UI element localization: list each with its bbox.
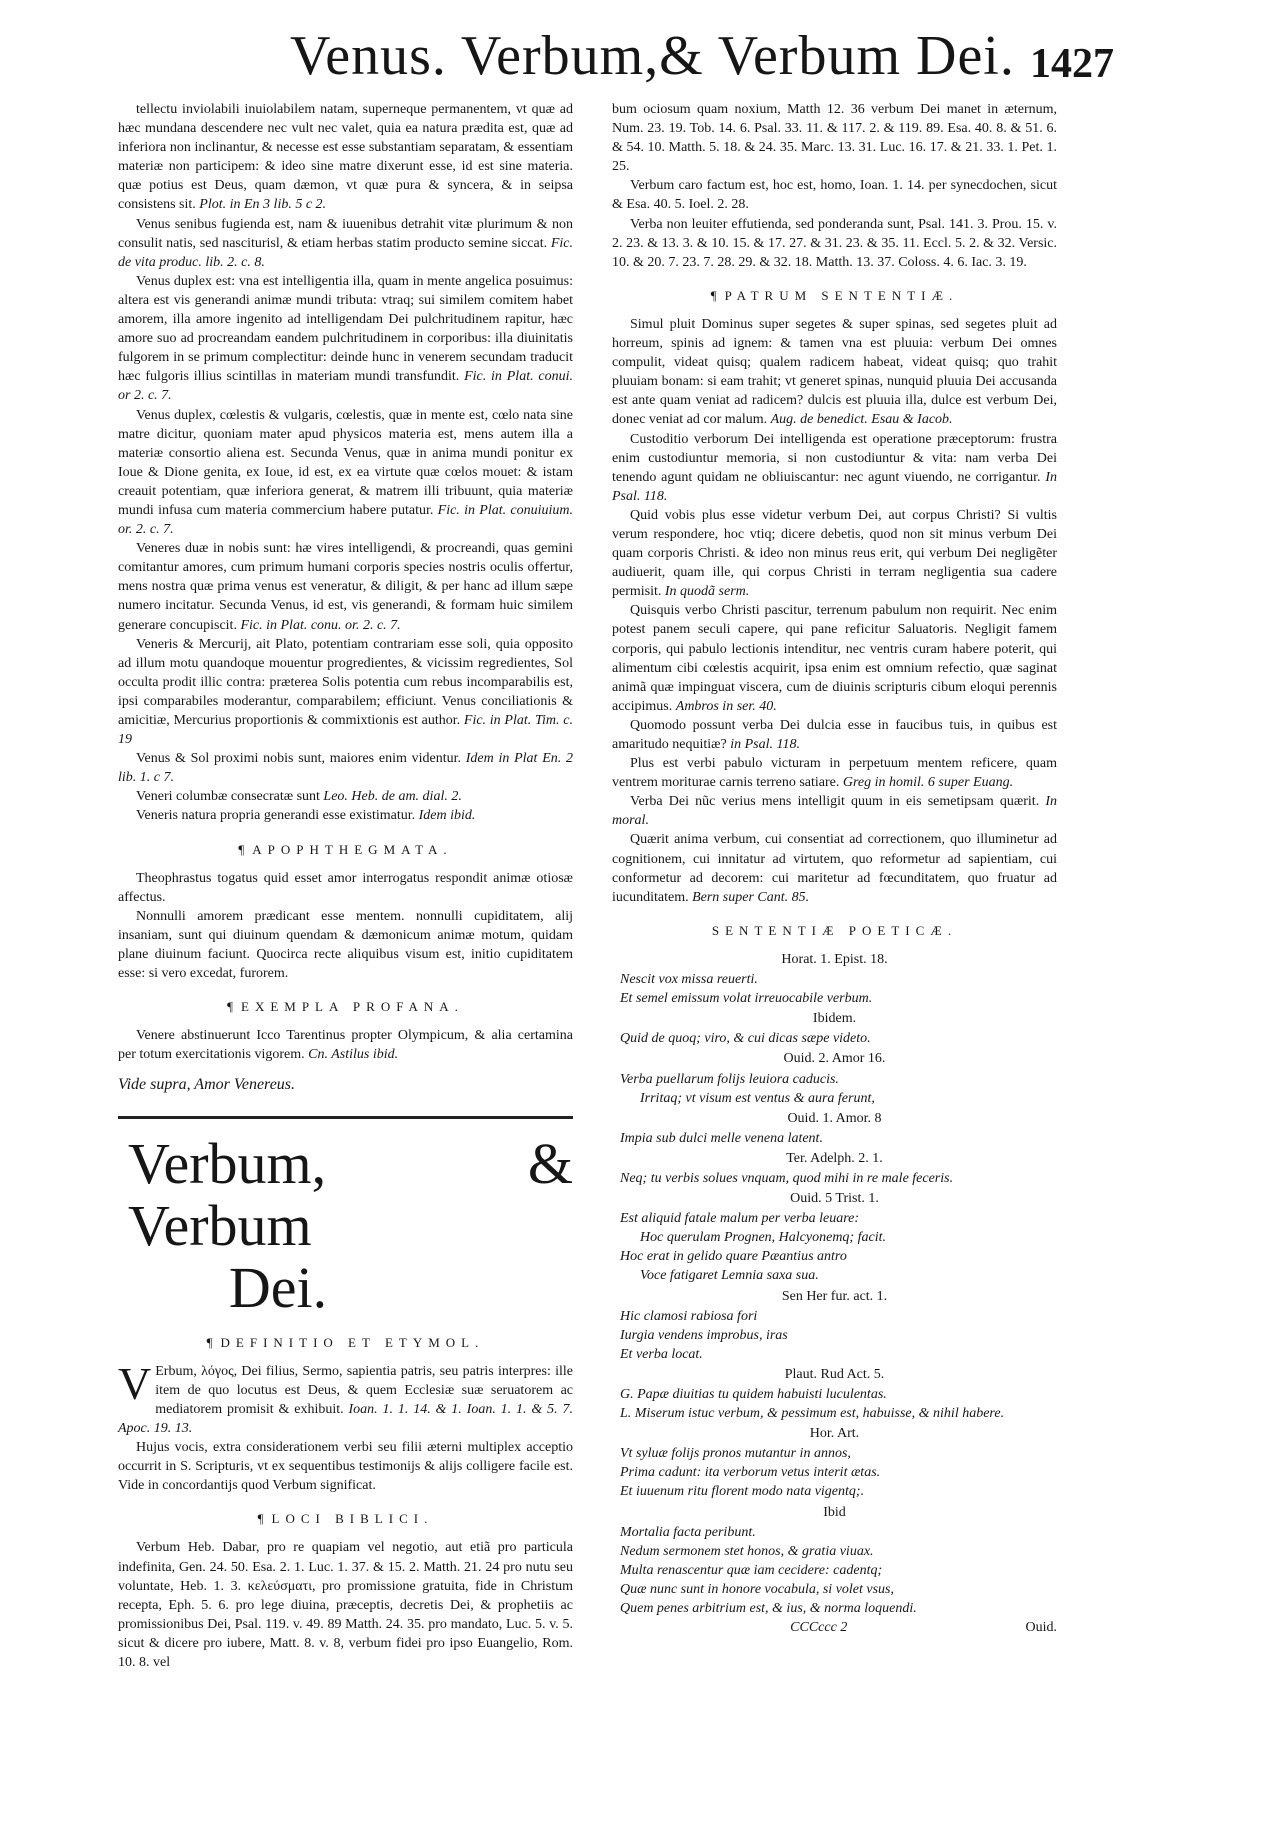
citation: In moral. <box>612 794 1057 829</box>
section-title-line-2: Dei. <box>228 1254 328 1320</box>
paragraph <box>612 506 1057 601</box>
citation: Bern super Cant. 85. <box>692 889 810 905</box>
poetic-source: Ibidem. <box>812 1011 857 1027</box>
poetic-source: Sen Her fur. act. 1. <box>781 1288 888 1304</box>
poetic-source: Horat. 1. Epist. 18. <box>781 951 888 967</box>
paragraph-text: Verbum caro factum est, hoc est, homo, Ioan. 1. 14. per synecdochen, sicut & Esa. 40. 5. Ioel. 2. 28. <box>612 178 1057 213</box>
paragraph-text: Custoditio verborum Dei intelligenda est operatione præceptorum: frustra enim custodiuntur memoria, si non custodiuntur & vita: nam verba Dei tenendo agunt quidam ne obliuiscantur: nec agunt viuendo, ne corrigantur. <box>612 431 1057 485</box>
poetic-verse: Voce fatigaret Lemnia saxa sua. <box>640 1268 819 1284</box>
section-heading-apophthegmata: ¶ APOPHTHEGMATA. <box>238 841 453 857</box>
right-column <box>612 100 1057 1637</box>
citation: Ioan. 1. 1. 14. & 1. Ioan. 1. 1. & 5. 7. Apoc. 19. 13. <box>118 1401 573 1436</box>
pilcrow-icon: ¶ <box>257 1511 264 1527</box>
paragraph-text: Venus & Sol proximi nobis sunt, maiores enim videntur. <box>136 751 461 767</box>
section-divider <box>118 1116 573 1119</box>
poetic-verse: G. Papæ diuitias tu quidem habuisti luculentas. <box>620 1387 887 1402</box>
venus-paragraphs <box>118 100 573 826</box>
paragraph <box>118 1438 573 1495</box>
paragraph <box>612 792 1057 830</box>
pilcrow-icon: ¶ <box>206 1334 213 1350</box>
paragraph-text: Venus senibus fugienda est, nam & iuuenibus detrahit vitæ plurimum & non consulit natis, sed nasciturisl, & etiam herbas statim producto semine siccat. <box>118 216 573 251</box>
poetic-verse: Nedum sermonem stet honos, & gratia viuax. <box>620 1543 874 1559</box>
paragraph <box>118 272 573 406</box>
poetic-verse: Iurgia vendens improbus, iras <box>620 1327 788 1343</box>
paragraph <box>118 1538 573 1672</box>
poetic-verse: L. Miserum istuc verbum, & pessimum est, habuisse, & nihil habere. <box>620 1406 1005 1422</box>
paragraph-text: Quisquis verbo Christi pascitur, terrenum pabulum non requirit. Nec enim potest panem seculi capere, qui pane reficitur Saluatoris. Negligit famem corporis, qui pabulo lectionis intenditur, nec ventris curam habere poterit, qui alimentum cibi cœlestis acquirit, ipsa enim est omnium refectio, quæ saginat animã quæ impinguat viscera, cum de diuinis scripturis cibum eloqui perennis accipimus. <box>612 603 1057 714</box>
section-heading-patrum: ¶ PATRUM SENTENTIÆ. <box>710 287 959 303</box>
poetic-verse: Prima cadunt: ita verborum vetus interit ætas. <box>620 1465 881 1481</box>
citation: in Psal. 118. <box>730 737 800 752</box>
section-title <box>128 1130 573 1320</box>
poetic-verse: Et semel emissum volat irreuocabile verbum. <box>620 991 873 1007</box>
exempla-paragraphs <box>118 1026 573 1064</box>
paragraph-text: Venere abstinuerunt Icco Tarentinus propter Olympicum, & alia certamina per totum exercitationis vigorem. <box>118 1028 573 1063</box>
section-heading-definitio: ¶ DEFINITIO ET ETYMOL. <box>206 1334 485 1350</box>
paragraph <box>118 215 573 272</box>
paragraph-text: bum ociosum quam noxium, Matth 12. 36 verbum Dei manet in æternum, Num. 23. 19. Tob. 14. 6. Psal. 33. 11. & 117. 2. & 119. 89. Esa. 40. 8. & 51. 6. & 54. 10. Matth. 5. 18. & 24. 35. Marc. 13. 31. Luc. 16. 17. & 21. 33. 1. Pet. 1. 25. <box>612 102 1057 175</box>
citation: Idem ibid. <box>418 808 476 824</box>
paragraph <box>118 1026 573 1064</box>
poetic-source: Ouid. 2. Amor 16. <box>783 1051 886 1067</box>
citation: Greg in homil. 6 super Euang. <box>842 775 1014 791</box>
citation: Ambros in ser. 40. <box>675 698 777 714</box>
poetic-verse: Quæ nunc sunt in honore vocabula, si volet vsus, <box>620 1581 895 1597</box>
paragraph <box>118 806 573 825</box>
paragraph-text: Quærit anima verbum, cui consentiat ad correctionem, quo illuminetur ad cognitionem, cui innitatur ad virtutem, quo reformetur ad sapientiam, cui conformetur ad decorem: cui maritetur ad fœcunditatem, quo fruatur ad iucunditatem. <box>612 832 1057 905</box>
section-heading-loci: ¶ LOCI BIBLICI. <box>257 1511 434 1527</box>
paragraph <box>118 787 573 806</box>
paragraph <box>612 601 1057 716</box>
pilcrow-icon: ¶ <box>710 287 717 303</box>
citation: Fic. in Plat. conui. or 2. c. 7. <box>118 369 573 404</box>
poetic-verse: Hic clamosi rabiosa fori <box>620 1308 758 1324</box>
paragraph-text: Plus est verbi pabulo victuram in perpetuum mentem reficere, quam ventrem moriturae carnis terreno satiare. <box>612 756 1057 791</box>
poetic-verse: Mortalia facta peribunt. <box>620 1524 756 1540</box>
poetic-verse: Vt syluæ folijs pronos mutantur in annos, <box>620 1446 851 1462</box>
cross-reference: Vide supra, Amor Venereus. <box>118 1075 296 1093</box>
paragraph <box>612 315 1057 430</box>
paragraph-text: Hujus vocis, extra considerationem verbi seu filii æterni multiplex acceptio occurrit in S. Scripturis, vt ex sequentibus testimonijs & alijs colligere facile est. Vide in concordantijs quod Verbum significat. <box>118 1440 573 1494</box>
paragraph <box>612 430 1057 506</box>
poetic-verse: Est aliquid fatale malum per verba leuare: <box>620 1211 859 1227</box>
poetic-source: Ouid. 1. Amor. 8 <box>787 1110 882 1126</box>
catchword-line <box>612 1618 1057 1637</box>
citation: Fic. in Plat. conu. or. 2. c. 7. <box>240 617 401 633</box>
poetic-verse: Neq; tu verbis solues vnquam, quod mihi in re male feceris. <box>620 1170 954 1186</box>
paragraph-text: Quomodo possunt verba Dei dulcia esse in faucibus tuis, in quibus est amaritudo nequitiæ? <box>612 717 1057 752</box>
paragraph <box>118 635 573 750</box>
catchword: Ouid. <box>1025 1620 1057 1636</box>
paragraph-text: Veneris natura propria generandi esse existimatur. <box>136 808 416 824</box>
poetic-verse: Et iuuenum ritu florent modo nata vigentq;. <box>620 1484 865 1500</box>
citation: In quodã serm. <box>664 584 750 600</box>
paragraph <box>612 100 1057 176</box>
section-heading-poetic: SENTENTIÆ POETICÆ. <box>711 922 958 938</box>
section-heading-exempla: ¶ EXEMPLA PROFANA. <box>227 999 464 1015</box>
paragraph-text: Erbum, λόγος, Dei filius, Sermo, sapientia patris, seu patris interpres: ille item de quo locutus est Deus, & quem Ecclesiæ suæ seruatorem ac mediatorem promisit & exhibuit. <box>155 1363 573 1417</box>
definitio-paragraphs <box>118 1357 573 1496</box>
patrum-paragraphs <box>612 315 1057 907</box>
loci-paragraphs <box>118 1538 573 1672</box>
paragraph-text: Verba non leuiter effutienda, sed ponderanda sunt, Psal. 141. 3. Prou. 15. v. 2. 23. & 13. 3. & 10. 15. & 17. 27. & 31. 23. & 35. 11. Eccl. 5. 2. & 32. Versic. 10. & 20. 7. 23. 7. 28. 29. & 32. 18. Matth. 13. 37. Coloss. 4. 6. Iac. 3. 19. <box>612 216 1057 270</box>
poetic-source: Ibid <box>823 1504 846 1520</box>
apophthegmata-paragraphs <box>118 869 573 984</box>
citation: Cn. Astilus ibid. <box>308 1047 399 1063</box>
poetic-source: Plaut. Rud Act. 5. <box>784 1366 885 1382</box>
citation: Aug. de benedict. Esau & Iacob. <box>770 412 953 428</box>
paragraph <box>118 406 573 540</box>
poetic-verse: Verba puellarum folijs leuiora caducis. <box>620 1071 839 1087</box>
paragraph <box>118 749 573 787</box>
poetic-source: Ouid. 5 Trist. 1. <box>790 1191 879 1207</box>
paragraph-text: Theophrastus togatus quid esset amor interrogatus respondit animæ otiosæ affectus. <box>118 870 573 905</box>
paragraph-text: tellectu inviolabili inuiolabilem natam, superneque permanentem, vt quæ ad hæc mundana descendere nec vult nec valet, quia ea natura prædita est, quæ ad inferiora non inclinantur, & necesse est esse substantiam separatam, & essentiam materiæ non participem: & ideo sine matre dixerunt esse, id est sine materia. quæ potius est Deus, quam dæmon, vt quæ pura & syncera, & in seipsa consistens sit. <box>118 102 573 213</box>
biblical-paragraphs <box>612 100 1057 272</box>
poetic-verse: Multa renascentur quæ iam cecidere: cadentq; <box>620 1562 883 1578</box>
poetic-verse: Nescit vox missa reuerti. <box>620 972 758 988</box>
poetic-verse: Irritaq; vt visum est ventus & aura ferunt, <box>640 1090 875 1106</box>
poetic-verse: Quid de quoq; viro, & cui dicas sæpe videto. <box>620 1031 871 1047</box>
poetic-verse: Impia sub dulci melle venena latent. <box>620 1130 823 1146</box>
pilcrow-icon: ¶ <box>238 841 245 857</box>
poetic-source: Ter. Adelph. 2. 1. <box>786 1150 883 1166</box>
paragraph <box>612 754 1057 792</box>
poetic-source: Hor. Art. <box>809 1426 860 1442</box>
paragraph-text: Venus duplex, cœlestis & vulgaris, cœlestis, quæ in mente est, cœlo nata sine matre dicitur, quoniam mater apud physicos materia est, mens autem illa a materiæ consortio aliena est. Secunda Venus, quæ in anima mundi ponitur ex Ioue & Dione genita, ex Ioue, id est, ex ea virtute quæ cœlos mouet: & istam creauit potentiam, quæ inferiora generat, & matrem illi tribuunt, quia materiæ mundi infusa cum materia commercium habere putatur. <box>118 407 573 518</box>
citation: Idem in Plat En. 2 lib. 1. c 7. <box>118 751 573 786</box>
drop-cap: V <box>118 1357 152 1409</box>
citation: Fic. de vita produc. lib. 2. c. 8. <box>118 235 574 270</box>
section-title-line-1: Verbum, & Verbum <box>128 1130 573 1258</box>
poetic-verse: Quem penes arbitrium est, & ius, & norma loquendi. <box>620 1601 917 1617</box>
paragraph <box>118 1357 573 1438</box>
paragraph-text: Veneri columbæ consecratæ sunt <box>136 789 320 805</box>
left-column <box>118 100 573 1672</box>
paragraph <box>118 907 573 983</box>
citation: Plot. in En 3 lib. 5 c 2. <box>199 197 327 213</box>
poetic-verse: Hoc erat in gelido quare Pæantius antro <box>620 1249 847 1265</box>
paragraph <box>612 716 1057 754</box>
paragraph <box>118 100 573 215</box>
citation: Leo. Heb. de am. dial. 2. <box>323 789 462 805</box>
paragraph-text: Simul pluit Dominus super segetes & super spinas, sed segetes pluit ad horreum, spinis ad ignem: & tamen vna est pluuia: verbum Dei omnes compulit, videat quisq; qualem radicem habeat, videat quisq; quo trahit pluuiam bonam: si eam trahit; vt generet spinas, nunquid pluuia Dei accusanda est ante quam veniat ad radicem? dulcis est pluuia illa, dulce est verbum Dei, donec veniat ad cor malum. <box>612 316 1057 428</box>
paragraph-text: Quid vobis plus esse videtur verbum Dei, aut corpus Christi? Si vultis verum respondere, hoc vtiq; dicere debetis, quod non sit minus verbum Dei quam corporis Christi. & ideo non minus reus erit, qui verbum Dei negligẽter audiuerit, quam ille, qui corpus Christi in terram negligentia sua cadere permisit. <box>612 507 1057 600</box>
poetic-verse: Et verba locat. <box>620 1346 703 1362</box>
signature-mark: CCCccc 2 <box>790 1620 848 1636</box>
paragraph <box>612 215 1057 272</box>
poetic-sentences <box>612 950 1057 1618</box>
page-number: 1427 <box>1030 41 1114 87</box>
citation: Fic. in Plat. conuiuium. or. 2. c. 7. <box>118 502 574 538</box>
paragraph-text: Verba Dei nũc verius mens intelligit quum in eis semetipsam quærit. <box>630 794 1040 810</box>
paragraph <box>612 176 1057 214</box>
running-head: Venus. Verbum,& Verbum Dei. <box>290 25 1015 87</box>
paragraph-text: Veneres duæ in nobis sunt: hæ vires intelligendi, & procreandi, quas gemini comitantur amores, cum primum humani corporis species nostris oculis offertur, mens nostra quæ prima venus est veneratur, & diligit, & per hanc ad illum sæpe numero incitatur. Secunda Venus, id est, vis generandi, & formam huic similem generare concupiscit. <box>118 541 573 633</box>
paragraph <box>612 830 1057 906</box>
definitio-block <box>118 1357 573 1496</box>
poetic-verse: Hoc querulam Prognen, Halcyonemq; facit. <box>640 1230 886 1246</box>
paragraph-text: Nonnulli amorem prædicant esse mentem. nonnulli cupiditatem, alij insaniam, sunt qui diuinum quendam & dæmonicum animæ motum, quidam plane diuinum faciunt. Quocirca recte aliquibus visum est, initio cupiditatem esse: si vero excedat, furorem. <box>118 908 573 982</box>
paragraph-text: Veneris & Mercurij, ait Plato, potentiam contrariam esse soli, quia opposito ad illum motu quandoque mouentur progredientes, & vicissim regredientes, Sol occulta prodit illic contra: præterea Solis potentia cum rebus incomparabilis est, ipsi comparabiles moderantur, comparabilem; efficiunt. Venus conciliationis & amicitiæ, Mercurius proportionis & commixtionis est author. <box>118 636 573 728</box>
paragraph-text: Verbum Heb. Dabar, pro re quapiam vel negotio, aut etiã pro particula indefinita, Gen. 24. 50. Esa. 2. 1. Luc. 1. 37. & 15. 2. Matth. 21. 24 pro nutu seu voluntate, Heb. 1. 3. κελεύσματι, pro promissione gratuita, fide in Christum recepta, Eph. 5. 6. pro lege diuina, præceptis, decretis Dei, & prophetiis ac promissionibus Dei, Psal. 119. v. 49. 89 Matth. 24. 35. pro mandato, Luc. 5. v. 5. sicut & dicere pro iubere, Matt. 8. v. 8, verbum fidei pro ipso Euangelio, Rom. 10. 8. vel <box>118 1540 573 1670</box>
pilcrow-icon: ¶ <box>227 999 233 1015</box>
paragraph-text: Venus duplex est: vna est intelligentia illa, quam in mente angelica posuimus: altera est vis generandi animæ mundi tributa: vtraq; sui similem comitem habet amorem, illa amore ingenito ad intelligendam Dei pulchritudinem rapitur, hæc amore suo ad procreandam eandem pulchritudinem in corporibus: illa diuinitatis fulgorem in se primum complectitur: deinde hunc in venerem secundam traducit hæc fulgoris illius scintillas in materiam mundi transfundit. <box>118 273 573 385</box>
paragraph <box>118 539 573 634</box>
citation: In Psal. 118. <box>612 469 1057 504</box>
paragraph <box>118 869 573 907</box>
citation: Fic. in Plat. Tim. c. 19 <box>118 713 573 748</box>
